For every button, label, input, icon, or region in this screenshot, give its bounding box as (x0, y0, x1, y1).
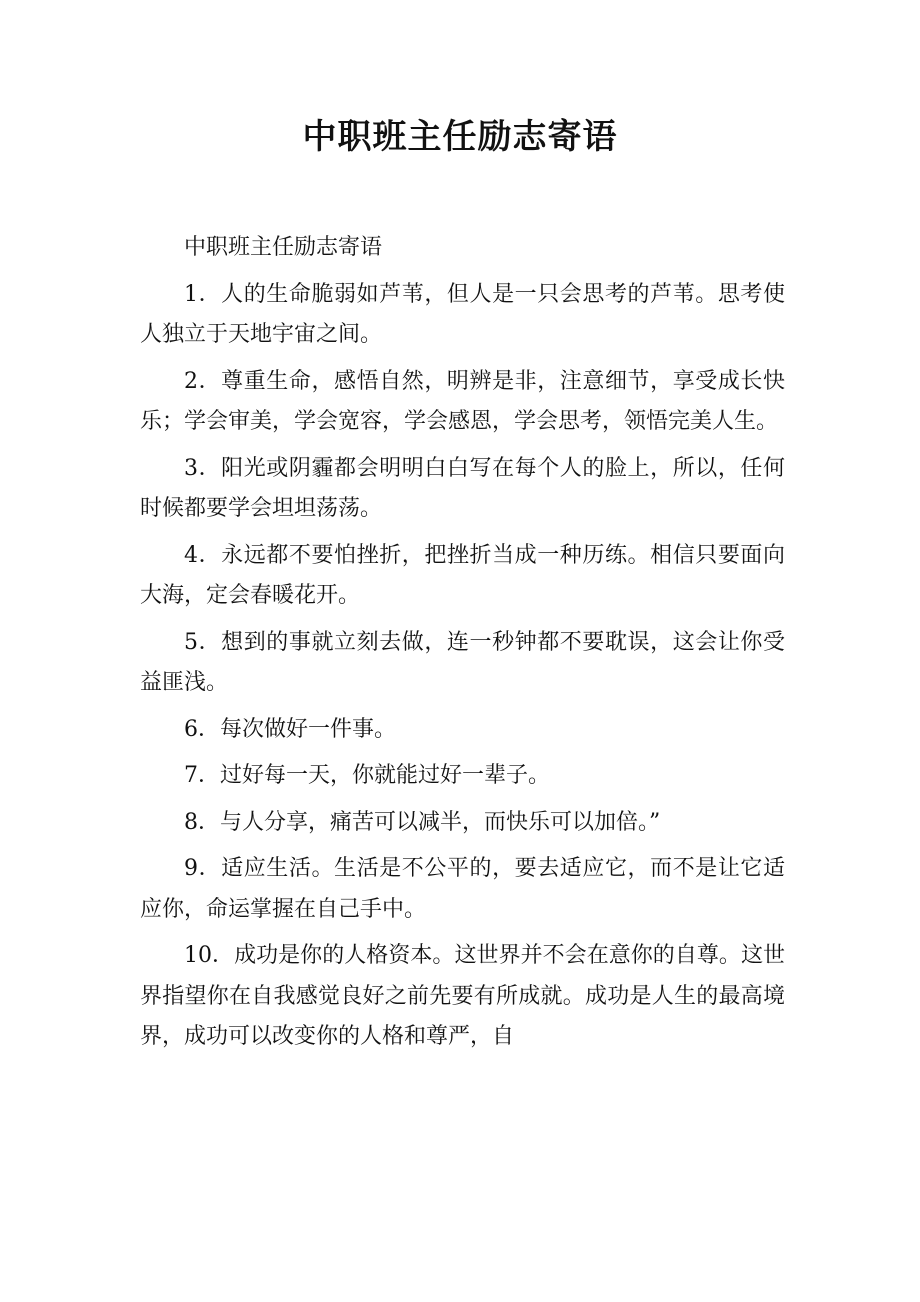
paragraph-9: 9．适应生活。生活是不公平的，要去适应它，而不是让它适应你，命运掌握在自己手中。 (140, 856, 785, 922)
paragraph-3: 3．阳光或阴霾都会明明白白写在每个人的脸上，所以，任何时候都要学会坦坦荡荡。 (140, 455, 785, 521)
paragraph-6: 6．每次做好一件事。 (184, 716, 396, 742)
paragraph-8: 8．与人分享，痛苦可以减半，而快乐可以加倍。” (184, 809, 661, 835)
document-subtitle: 中职班主任励志寄语 (184, 235, 383, 260)
paragraph-7: 7．过好每一天，你就能过好一辈子。 (184, 763, 550, 788)
paragraph-5: 5．想到的事就立刻去做，连一秒钟都不要耽误，这会让你受益匪浅。 (140, 629, 785, 695)
paragraph-2: 2．尊重生命，感悟自然，明辨是非，注意细节，享受成长快乐；学会审美，学会宽容，学会感恩，学会思考，领悟完美人生。 (140, 368, 785, 434)
document-body (140, 228, 785, 1064)
page-title: 中职班主任励志寄语 (302, 117, 618, 157)
paragraph-1: 1．人的生命脆弱如芦苇，但人是一只会思考的芦苇。思考使人独立于天地宇宙之间。 (140, 281, 785, 347)
paragraph-10: 10．成功是你的人格资本。这世界并不会在意你的自尊。这世界指望你在自我感觉良好之前先要有所成就。成功是人生的最高境界，成功可以改变你的人格和尊严，自 (140, 943, 785, 1049)
paragraph-4: 4．永远都不要怕挫折，把挫折当成一种历练。相信只要面向大海，定会春暖花开。 (140, 542, 785, 608)
